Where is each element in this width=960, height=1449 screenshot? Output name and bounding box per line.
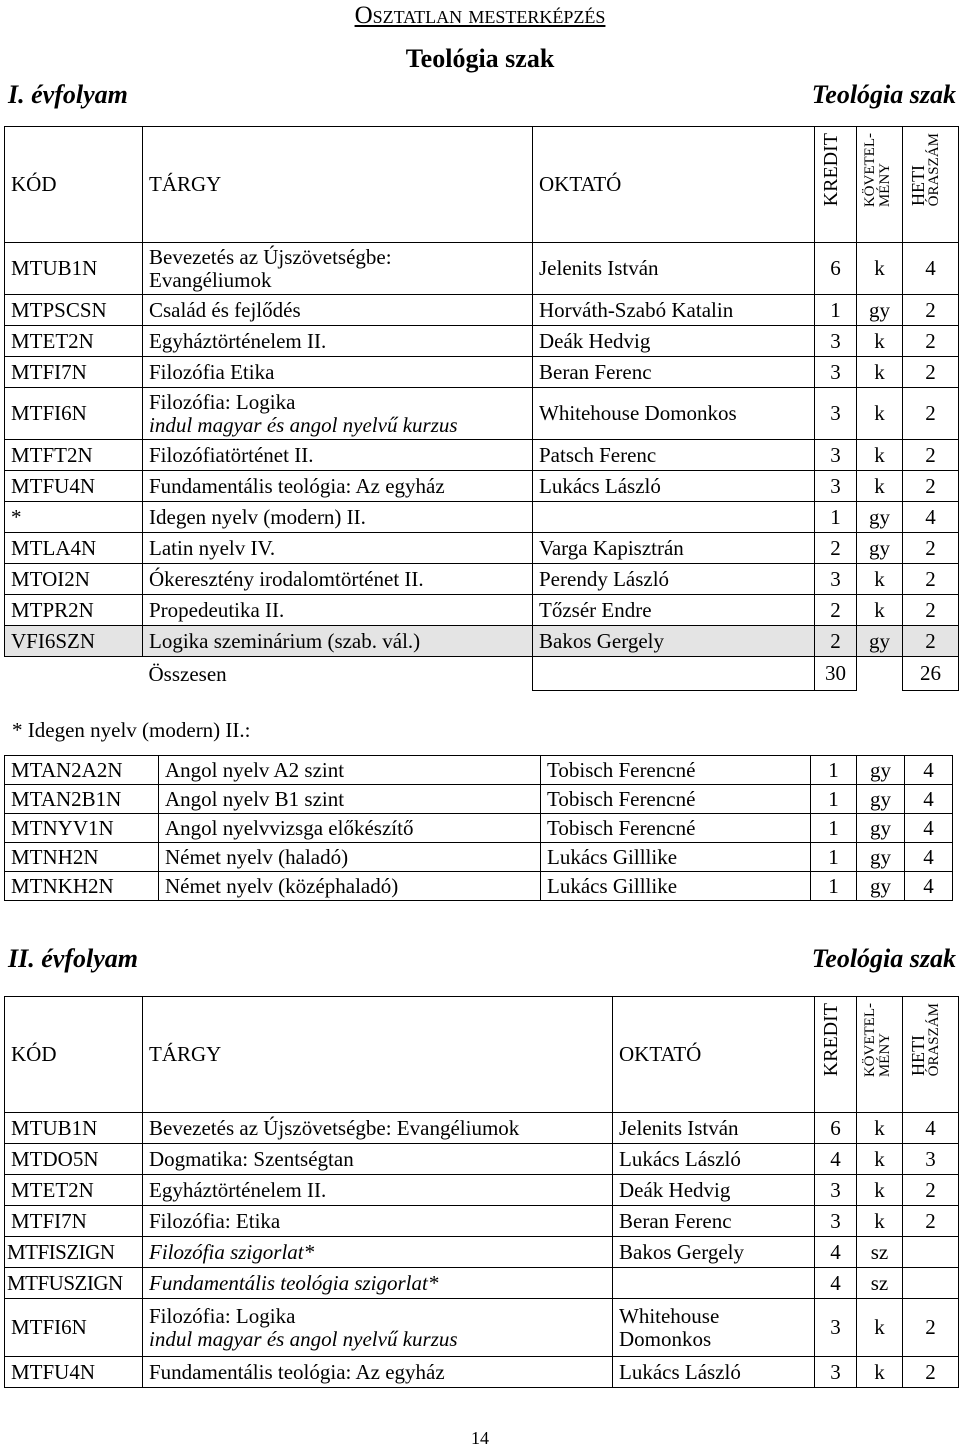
table-row bbox=[5, 1237, 959, 1268]
table-row bbox=[5, 756, 953, 785]
course-credit: 3 bbox=[815, 1299, 857, 1357]
course-subject: Angol nyelv B1 szint bbox=[159, 785, 541, 814]
course-code: MTFUSZIGN bbox=[5, 1268, 143, 1299]
course-weekly-hours: 2 bbox=[903, 295, 959, 326]
course-code: MTPR2N bbox=[5, 595, 143, 626]
course-weekly-hours: 4 bbox=[905, 785, 953, 814]
course-requirement: gy bbox=[857, 843, 905, 872]
course-lecturer: Lukács Gilllike bbox=[541, 843, 811, 872]
course-requirement: gy bbox=[857, 756, 905, 785]
course-lecturer: Varga Kapisztrán bbox=[533, 533, 815, 564]
course-subject: Ókeresztény irodalomtörténet II. bbox=[143, 564, 533, 595]
table-row bbox=[5, 1206, 959, 1237]
year2-label: II. évfolyam bbox=[8, 944, 138, 973]
course-credit: 4 bbox=[815, 1268, 857, 1299]
column-header-kredit: KREDIT bbox=[815, 127, 857, 243]
course-credit: 3 bbox=[815, 1175, 857, 1206]
course-weekly-hours: 2 bbox=[903, 595, 959, 626]
course-subject: Egyháztörténelem II. bbox=[143, 326, 533, 357]
course-weekly-hours: 2 bbox=[903, 1206, 959, 1237]
course-weekly-hours: 4 bbox=[905, 843, 953, 872]
course-credit: 4 bbox=[815, 1237, 857, 1268]
column-header-kovetelmeny: KÖVETEL-MÉNY bbox=[857, 997, 903, 1113]
course-code: MTFI6N bbox=[5, 388, 143, 440]
course-credit: 1 bbox=[811, 756, 857, 785]
course-weekly-hours: 4 bbox=[903, 502, 959, 533]
course-requirement: gy bbox=[857, 502, 903, 533]
course-weekly-hours: 4 bbox=[905, 814, 953, 843]
course-lecturer: Tobisch Ferencné bbox=[541, 756, 811, 785]
course-subject: Idegen nyelv (modern) II. bbox=[143, 502, 533, 533]
course-requirement: gy bbox=[857, 814, 905, 843]
course-code: MTNYV1N bbox=[5, 814, 159, 843]
table-row bbox=[5, 1113, 959, 1144]
course-requirement: k bbox=[857, 388, 903, 440]
course-requirement: k bbox=[857, 1113, 903, 1144]
course-requirement: gy bbox=[857, 533, 903, 564]
course-lecturer: Beran Ferenc bbox=[533, 357, 815, 388]
course-credit: 3 bbox=[815, 326, 857, 357]
course-lecturer: Perendy László bbox=[533, 564, 815, 595]
course-subject: Filozófia Etika bbox=[143, 357, 533, 388]
course-credit: 2 bbox=[815, 595, 857, 626]
column-header-targy: TÁRGY bbox=[143, 127, 533, 243]
table-row bbox=[5, 785, 953, 814]
table-row bbox=[5, 843, 953, 872]
course-requirement: k bbox=[857, 595, 903, 626]
table-header-row bbox=[5, 997, 959, 1113]
column-header-kovetelmeny: KÖVETEL-MÉNY bbox=[857, 127, 903, 243]
course-lecturer bbox=[613, 1299, 815, 1357]
course-credit: 1 bbox=[811, 872, 857, 901]
course-weekly-hours bbox=[903, 1268, 959, 1299]
course-code: MTLA4N bbox=[5, 533, 143, 564]
course-subject: Fundamentális teológia: Az egyház bbox=[143, 471, 533, 502]
total-weekly-hours: 26 bbox=[903, 657, 959, 691]
total-spacer bbox=[5, 657, 143, 691]
table-row bbox=[5, 626, 959, 657]
table-row bbox=[5, 564, 959, 595]
course-weekly-hours: 2 bbox=[903, 1299, 959, 1357]
course-subject: Logika szeminárium (szab. vál.) bbox=[143, 626, 533, 657]
course-credit: 1 bbox=[811, 814, 857, 843]
course-credit: 2 bbox=[815, 533, 857, 564]
course-code: MTAN2A2N bbox=[5, 756, 159, 785]
table-row bbox=[5, 1175, 959, 1206]
column-header-kod: KÓD bbox=[5, 127, 143, 243]
course-code: MTFI6N bbox=[5, 1299, 143, 1357]
course-requirement: sz bbox=[857, 1268, 903, 1299]
course-credit: 6 bbox=[815, 1113, 857, 1144]
course-code: MTFI7N bbox=[5, 357, 143, 388]
course-lecturer: Whitehouse Domonkos bbox=[533, 388, 815, 440]
course-weekly-hours: 2 bbox=[903, 326, 959, 357]
course-requirement: gy bbox=[857, 785, 905, 814]
language-course-table bbox=[4, 755, 953, 901]
course-lecturer: Tobisch Ferencné bbox=[541, 785, 811, 814]
course-credit: 6 bbox=[815, 243, 857, 295]
table-row bbox=[5, 295, 959, 326]
course-subject bbox=[143, 243, 533, 295]
document-subtitle: Teológia szak bbox=[405, 44, 555, 73]
course-subject: Család és fejlődés bbox=[143, 295, 533, 326]
course-requirement: k bbox=[857, 357, 903, 388]
course-subject: Fundamentális teológia szigorlat* bbox=[143, 1268, 613, 1299]
course-requirement: k bbox=[857, 564, 903, 595]
course-subject: Filozófia: Etika bbox=[143, 1206, 613, 1237]
course-credit: 1 bbox=[815, 502, 857, 533]
course-lecturer bbox=[533, 502, 815, 533]
course-code: MTFT2N bbox=[5, 440, 143, 471]
course-credit: 3 bbox=[815, 1206, 857, 1237]
course-code: MTUB1N bbox=[5, 243, 143, 295]
course-requirement: gy bbox=[857, 626, 903, 657]
course-code: MTFI7N bbox=[5, 1206, 143, 1237]
total-credit: 30 bbox=[815, 657, 857, 691]
course-weekly-hours bbox=[903, 1237, 959, 1268]
course-subject: Filozófiatörténet II. bbox=[143, 440, 533, 471]
table-row bbox=[5, 243, 959, 295]
table-row bbox=[5, 388, 959, 440]
course-code: MTDO5N bbox=[5, 1144, 143, 1175]
course-subject: Latin nyelv IV. bbox=[143, 533, 533, 564]
table-row bbox=[5, 533, 959, 564]
table-row bbox=[5, 1144, 959, 1175]
year2-course-table bbox=[4, 996, 959, 1388]
course-credit: 3 bbox=[815, 388, 857, 440]
course-lecturer: Lukács László bbox=[613, 1144, 815, 1175]
course-weekly-hours: 4 bbox=[903, 1113, 959, 1144]
course-lecturer: Patsch Ferenc bbox=[533, 440, 815, 471]
course-subject-line1: Filozófia: Logika bbox=[149, 1304, 296, 1329]
course-weekly-hours: 2 bbox=[903, 357, 959, 388]
course-code: MTNKH2N bbox=[5, 872, 159, 901]
course-weekly-hours: 3 bbox=[903, 1144, 959, 1175]
course-credit: 3 bbox=[815, 1357, 857, 1388]
course-lecturer: Deák Hedvig bbox=[613, 1175, 815, 1206]
course-lecturer: Jelenits István bbox=[533, 243, 815, 295]
course-weekly-hours: 2 bbox=[903, 564, 959, 595]
course-requirement: k bbox=[857, 326, 903, 357]
course-lecturer: Beran Ferenc bbox=[613, 1206, 815, 1237]
course-credit: 3 bbox=[815, 357, 857, 388]
column-header-heti-oraszam: HETIÓRASZÁM bbox=[903, 127, 959, 243]
total-row bbox=[5, 657, 959, 691]
course-subject-line1: Filozófia: Logika bbox=[149, 390, 296, 415]
course-subject: Egyháztörténelem II. bbox=[143, 1175, 613, 1206]
course-subject: Fundamentális teológia: Az egyház bbox=[143, 1357, 613, 1388]
table-row bbox=[5, 1357, 959, 1388]
table-row bbox=[5, 872, 953, 901]
total-spacer bbox=[533, 657, 815, 691]
course-requirement: k bbox=[857, 440, 903, 471]
course-lecturer: Lukács Gilllike bbox=[541, 872, 811, 901]
course-lecturer: Deák Hedvig bbox=[533, 326, 815, 357]
year2-program: Teológia szak bbox=[811, 944, 956, 973]
course-lecturer-line1: Whitehouse bbox=[619, 1304, 720, 1329]
course-requirement: gy bbox=[857, 295, 903, 326]
course-requirement: k bbox=[857, 1206, 903, 1237]
course-lecturer bbox=[613, 1268, 815, 1299]
course-lecturer-line2: Domonkos bbox=[619, 1326, 712, 1351]
course-lecturer: Tobisch Ferencné bbox=[541, 814, 811, 843]
course-requirement: k bbox=[857, 471, 903, 502]
table-row bbox=[5, 326, 959, 357]
course-subject-line2: indul magyar és angol nyelvű kurzus bbox=[149, 1326, 458, 1351]
course-weekly-hours: 2 bbox=[903, 626, 959, 657]
course-subject: Angol nyelvvizsga előkészítő bbox=[159, 814, 541, 843]
course-credit: 2 bbox=[815, 626, 857, 657]
page-number: 14 bbox=[471, 1428, 489, 1448]
table-row bbox=[5, 814, 953, 843]
table-row bbox=[5, 471, 959, 502]
document-title: Osztatlan mesterképzés bbox=[354, 2, 606, 29]
course-lecturer: Tőzsér Endre bbox=[533, 595, 815, 626]
course-weekly-hours: 4 bbox=[905, 872, 953, 901]
course-code: MTUB1N bbox=[5, 1113, 143, 1144]
course-subject bbox=[143, 388, 533, 440]
course-code: MTET2N bbox=[5, 326, 143, 357]
course-weekly-hours: 2 bbox=[903, 1175, 959, 1206]
course-lecturer: Jelenits István bbox=[613, 1113, 815, 1144]
column-header-oktato: OKTATÓ bbox=[613, 997, 815, 1113]
table-row bbox=[5, 502, 959, 533]
table-row bbox=[5, 1299, 959, 1357]
course-code: MTPSCSN bbox=[5, 295, 143, 326]
year1-program: Teológia szak bbox=[811, 80, 956, 109]
course-credit: 1 bbox=[811, 843, 857, 872]
course-code: VFI6SZN bbox=[5, 626, 143, 657]
course-requirement: gy bbox=[857, 872, 905, 901]
course-code: MTFU4N bbox=[5, 471, 143, 502]
course-lecturer: Lukács László bbox=[613, 1357, 815, 1388]
column-header-oktato: OKTATÓ bbox=[533, 127, 815, 243]
course-code: MTFISZIGN bbox=[5, 1237, 143, 1268]
course-subject: Filozófia szigorlat* bbox=[143, 1237, 613, 1268]
course-requirement: sz bbox=[857, 1237, 903, 1268]
course-weekly-hours: 2 bbox=[903, 471, 959, 502]
course-credit: 3 bbox=[815, 564, 857, 595]
course-code: * bbox=[5, 502, 143, 533]
course-weekly-hours: 2 bbox=[903, 533, 959, 564]
course-subject: Angol nyelv A2 szint bbox=[159, 756, 541, 785]
total-spacer bbox=[857, 657, 903, 691]
year1-course-table bbox=[4, 126, 959, 691]
course-requirement: k bbox=[857, 1144, 903, 1175]
course-subject: Német nyelv (középhaladó) bbox=[159, 872, 541, 901]
table-row bbox=[5, 1268, 959, 1299]
course-code: MTAN2B1N bbox=[5, 785, 159, 814]
course-weekly-hours: 4 bbox=[903, 243, 959, 295]
year1-label: I. évfolyam bbox=[8, 80, 128, 109]
course-weekly-hours: 2 bbox=[903, 1357, 959, 1388]
course-subject: Német nyelv (haladó) bbox=[159, 843, 541, 872]
course-credit: 1 bbox=[811, 785, 857, 814]
column-header-heti-oraszam: HETIÓRASZÁM bbox=[903, 997, 959, 1113]
table-row bbox=[5, 595, 959, 626]
table-row bbox=[5, 440, 959, 471]
course-requirement: k bbox=[857, 1175, 903, 1206]
course-credit: 3 bbox=[815, 471, 857, 502]
column-header-kredit: KREDIT bbox=[815, 997, 857, 1113]
course-subject bbox=[143, 1299, 613, 1357]
column-header-targy: TÁRGY bbox=[143, 997, 613, 1113]
course-subject-line2: indul magyar és angol nyelvű kurzus bbox=[149, 412, 458, 437]
course-subject: Bevezetés az Újszövetségbe: Evangéliumok bbox=[143, 1113, 613, 1144]
course-requirement: k bbox=[857, 1299, 903, 1357]
course-lecturer: Bakos Gergely bbox=[613, 1237, 815, 1268]
course-lecturer: Lukács László bbox=[533, 471, 815, 502]
course-subject-line1: Bevezetés az Újszövetségbe: bbox=[149, 245, 392, 270]
course-subject: Propedeutika II. bbox=[143, 595, 533, 626]
course-credit: 4 bbox=[815, 1144, 857, 1175]
course-requirement: k bbox=[857, 1357, 903, 1388]
course-code: MTOI2N bbox=[5, 564, 143, 595]
course-subject: Dogmatika: Szentségtan bbox=[143, 1144, 613, 1175]
course-lecturer: Horváth-Szabó Katalin bbox=[533, 295, 815, 326]
course-weekly-hours: 2 bbox=[903, 440, 959, 471]
course-weekly-hours: 2 bbox=[903, 388, 959, 440]
course-requirement: k bbox=[857, 243, 903, 295]
column-header-kod: KÓD bbox=[5, 997, 143, 1113]
course-credit: 3 bbox=[815, 440, 857, 471]
course-weekly-hours: 4 bbox=[905, 756, 953, 785]
course-lecturer: Bakos Gergely bbox=[533, 626, 815, 657]
course-credit: 1 bbox=[815, 295, 857, 326]
course-code: MTNH2N bbox=[5, 843, 159, 872]
course-subject-line2: Evangéliumok bbox=[149, 267, 272, 292]
language-note-label: * Idegen nyelv (modern) II.: bbox=[12, 718, 251, 742]
total-label: Összesen bbox=[148, 661, 227, 686]
table-header-row bbox=[5, 127, 959, 243]
table-row bbox=[5, 357, 959, 388]
course-code: MTFU4N bbox=[5, 1357, 143, 1388]
course-code: MTET2N bbox=[5, 1175, 143, 1206]
